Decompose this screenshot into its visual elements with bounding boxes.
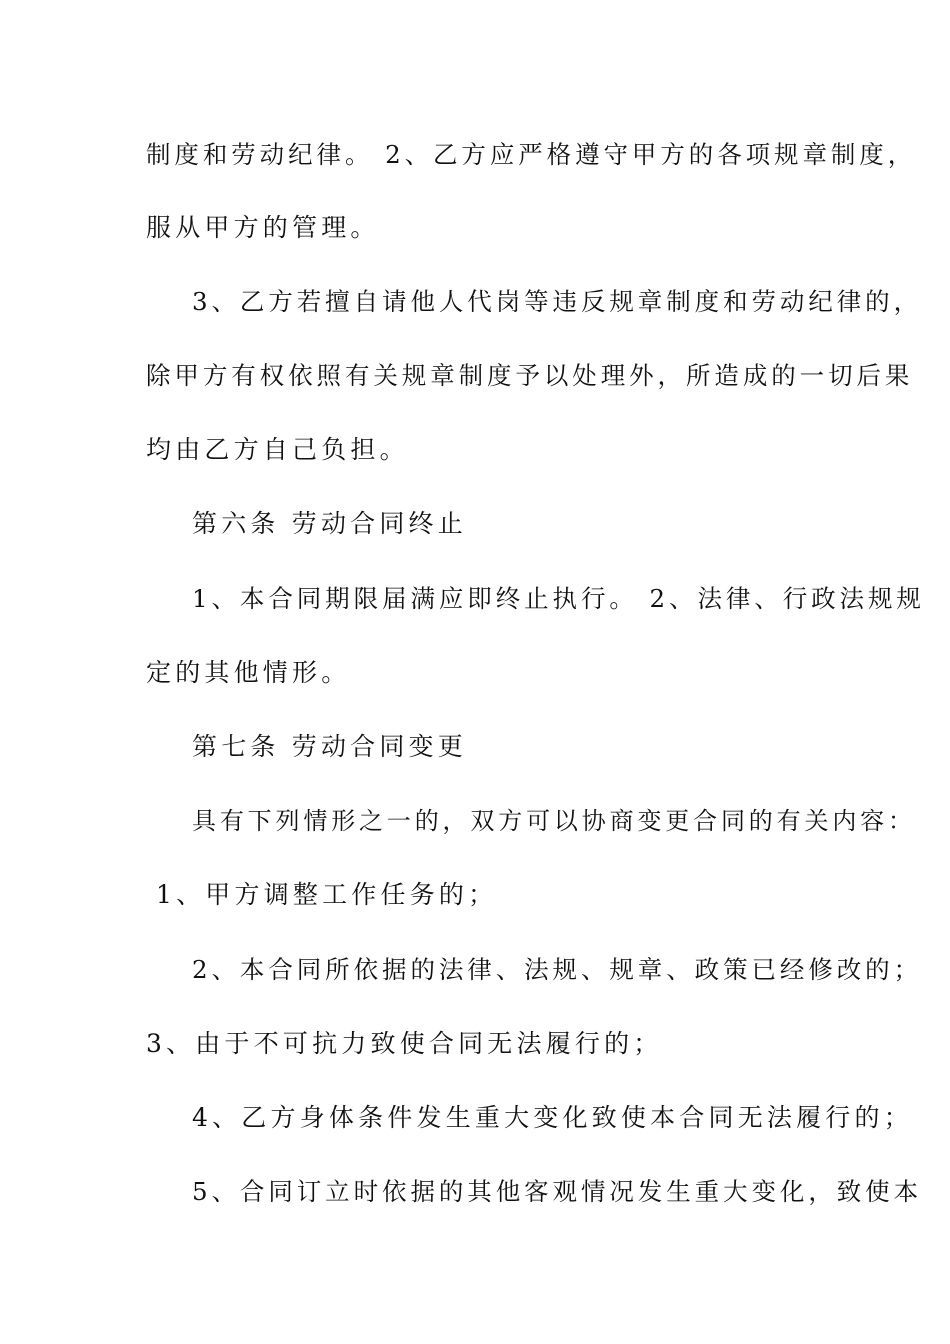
text-line: 除甲方有权依照有关规章制度予以处理外，所造成的一切后果 bbox=[146, 361, 914, 390]
text-line: 3、乙方若擅自请他人代岗等违反规章制度和劳动纪律的， bbox=[192, 287, 923, 316]
section-heading: 第六条 劳动合同终止 bbox=[192, 509, 467, 538]
text-line: 均由乙方自己负担。 bbox=[146, 435, 409, 464]
list-item: 2、本合同所依据的法律、法规、规章、政策已经修改的； bbox=[192, 955, 923, 984]
list-item: 3、由于不可抗力致使合同无法履行的； bbox=[146, 1029, 663, 1058]
list-item: 4、乙方身体条件发生重大变化致使本合同无法履行的； bbox=[192, 1103, 913, 1132]
list-item: 1、甲方调整工作任务的； bbox=[156, 880, 498, 909]
text-line: 定的其他情形。 bbox=[146, 658, 351, 687]
list-item: 5、合同订立时依据的其他客观情况发生重大变化，致使本 bbox=[192, 1177, 923, 1206]
text-line: 服从甲方的管理。 bbox=[146, 213, 380, 242]
section-heading: 第七条 劳动合同变更 bbox=[192, 732, 467, 761]
text-line: 具有下列情形之一的，双方可以协商变更合同的有关内容： bbox=[192, 807, 916, 835]
text-line: 制度和劳动纪律。 2、乙方应严格遵守甲方的各项规章制度， bbox=[146, 140, 917, 169]
text-line: 1、本合同期限届满应即终止执行。 2、法律、行政法规规 bbox=[192, 584, 925, 613]
